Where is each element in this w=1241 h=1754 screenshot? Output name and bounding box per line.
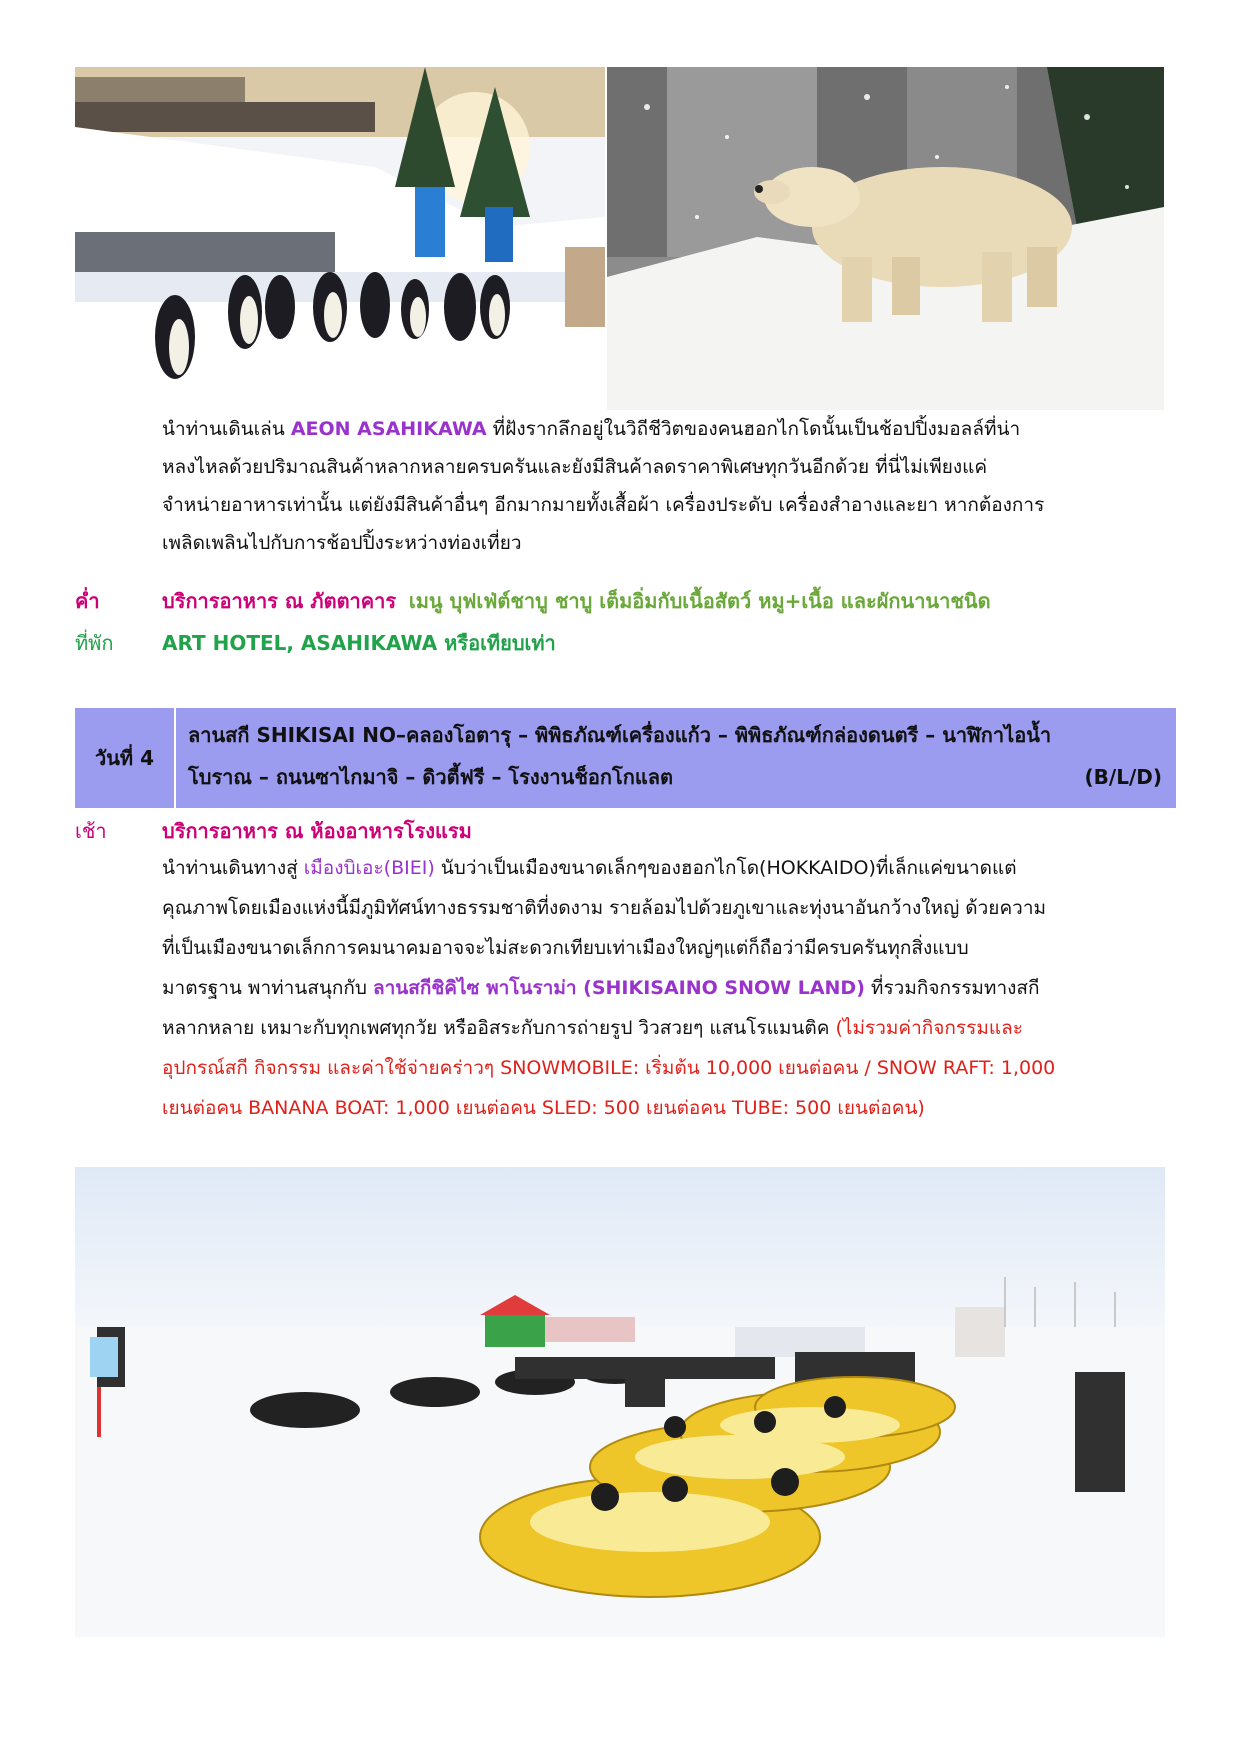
biei-town: เมืองบิเอะ(BIEI) (303, 857, 435, 879)
biei-paragraph (162, 848, 1167, 1128)
aeon-name: AEON ASAHIKAWA (290, 418, 487, 440)
dinner-service: บริการอาหาร ณ ภัตตาคาร (162, 589, 397, 613)
day4-route-line1: ลานสกี SHIKISAI NO–คลองโอตารุ – พิพิธภัณฑ์เครื่องแก้ว – พิพิธภัณฑ์กล่องดนตรี – นาฬิกาไอน้ำ (188, 723, 1052, 747)
biei-line4-rest: ที่รวมกิจกรรมทางสกี (864, 977, 1040, 999)
snow-land-activities-photo (75, 1167, 1165, 1637)
aeon-paragraph (162, 410, 1167, 562)
day4-number: วันที่ 4 (75, 708, 176, 808)
biei-line4-intro: มาตรฐาน พาท่านสนุกกับ (162, 977, 373, 999)
polar-bear-photo (607, 67, 1164, 410)
biei-line3: ที่เป็นเมืองขนาดเล็กการคมนาคมอาจจะไม่สะดวกเทียบเท่าเมืองใหญ่ๆแต่ก็ถือว่ามีครบครันทุกสิ่งแบบ (162, 937, 969, 959)
day4-itinerary (176, 708, 1176, 808)
snowland-name: ลานสกีชิคิไซ พาโนราม่า (SHIKISAINO SNOW LAND) (373, 977, 865, 999)
breakfast-label: เช้า (75, 819, 107, 843)
biei-line2: คุณภาพโดยเมืองแห่งนี้มีภูมิทัศน์ทางธรรมชาติที่งดงาม รายล้อมไปด้วยภูเขาและทุ่งนาอันกว้างใหญ่ ด้วยความ (162, 897, 1047, 919)
aeon-line4: เพลิดเพลินไปกับการช้อปปิ้งระหว่างท่องเที่ยว (162, 532, 522, 554)
aeon-line2: หลงไหลด้วยปริมาณสินค้าหลากหลายครบครันและยังมีสินค้าลดราคาพิเศษทุกวันอีกด้วย ที่นี่ไม่เพียงแค่ (162, 456, 988, 478)
biei-intro: นำท่านเดินทางสู่ (162, 857, 304, 879)
aeon-line1-rest: ที่ฝังรากลึกอยู่ในวิถีชีวิตของคนฮอกไกโดนั้นเป็นช้อปปิ้งมอลล์ที่น่า (486, 418, 1021, 440)
activity-note-start: (ไม่รวมค่ากิจกรรมและ (835, 1017, 1023, 1039)
biei-line5: หลากหลาย เหมาะกับทุกเพศทุกวัย หรืออิสระกับการถ่ายรูป วิวสวยๆ แสนโรแมนติค (162, 1017, 836, 1039)
dinner-label: ค่ำ (75, 589, 100, 613)
activity-note-line3: เยนต่อคน BANANA BOAT: 1,000 เยนต่อคน SLED: 500 เยนต่อคน TUBE: 500 เยนต่อคน) (162, 1097, 925, 1119)
biei-line1-rest: นับว่าเป็นเมืองขนาดเล็กๆของฮอกไกโด(HOKKAIDO)ที่เล็กแค่ขนาดแต่ (434, 857, 1017, 879)
hotel-name: ART HOTEL, ASAHIKAWA หรือเทียบเท่า (162, 631, 556, 655)
activity-note-line2: อุปกรณ์สกี กิจกรรม และค่าใช้จ่ายคร่าวๆ SNOWMOBILE: เริ่มต้น 10,000 เยนต่อคน / SNOW RAFT: 1,000 (162, 1057, 1056, 1079)
aeon-intro: นำท่านเดินเล่น (162, 418, 291, 440)
dinner-row (75, 582, 1165, 620)
penguin-parade-photo (75, 67, 605, 410)
breakfast-row (75, 812, 1165, 850)
breakfast-service: บริการอาหาร ณ ห้องอาหารโรงแรม (162, 819, 472, 843)
hotel-row (75, 624, 1165, 662)
day4-header (75, 708, 1176, 808)
hotel-label: ที่พัก (75, 631, 114, 655)
dinner-menu: เมนู บุฟเฟ่ต์ชาบู ชาบู เต็มอิ่มกับเนื้อสัตว์ หมู+เนื้อ และผักนานาชนิด (408, 589, 991, 613)
day4-route-line2: โบราณ – ถนนซาไกมาจิ – ดิวตี้ฟรี – โรงงานช็อกโกแลต (188, 765, 674, 789)
aeon-line3: จำหน่ายอาหารเท่านั้น แต่ยังมีสินค้าอื่นๆ อีกมากมายทั้งเสื้อผ้า เครื่องประดับ เครื่องสำอางและยา หากต้องการ (162, 494, 1045, 516)
day4-meals: (B/L/D) (1084, 765, 1162, 789)
